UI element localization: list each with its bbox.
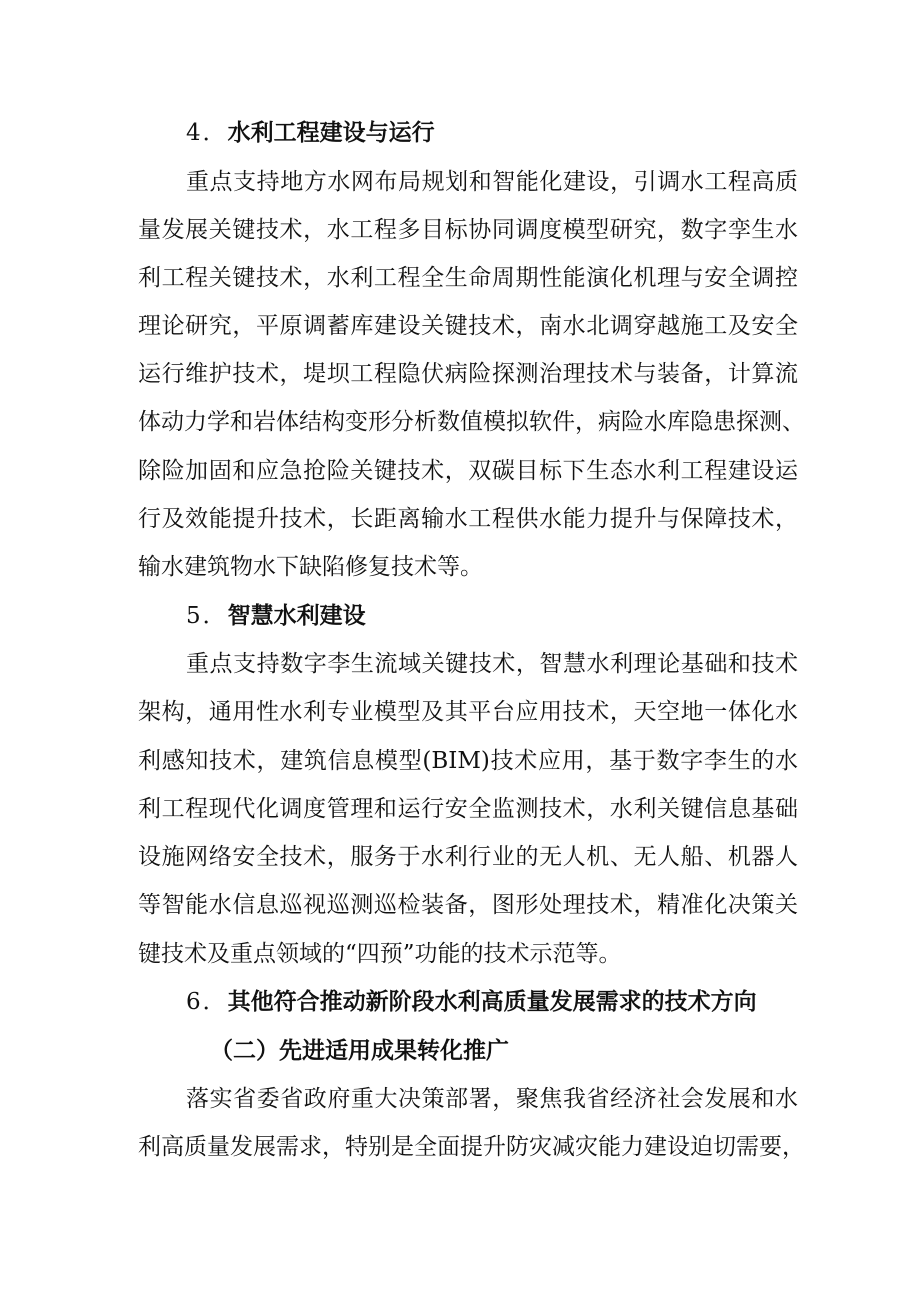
section-5-line-6: 等智能水信息巡视巡测巡检装备，图形处理技术，精准化决策关 bbox=[138, 892, 798, 918]
section-5-line-1: 重点支持数字李生流域关键技术，智慧水利理论基础和技术 bbox=[186, 651, 798, 677]
section-5-number: 5． bbox=[186, 603, 228, 629]
section-4-line-2: 量发展关键技术，水工程多目标协同调度模型研究，数字孪生水 bbox=[138, 217, 798, 243]
section-5-line-2: 架构，通用性水利专业模型及其平台应用技术，天空地一体化水 bbox=[138, 699, 798, 725]
section-5-line-4: 利工程现代化调度管理和运行安全监测技术，水利关键信息基础 bbox=[138, 796, 798, 822]
subsection-2-heading: （二）先进适用成果转化推广 bbox=[210, 1038, 509, 1064]
section-4-line-9: 输水建筑物水下缺陷修复技术等。 bbox=[138, 554, 483, 580]
section-5-title: 智慧水利建设 bbox=[227, 603, 366, 629]
section-6-number: 6． bbox=[186, 989, 228, 1015]
section-5-heading bbox=[186, 600, 366, 632]
section-5-line-7: 键技术及重点领域的“四预”功能的技术示范等。 bbox=[138, 941, 622, 967]
section-4-line-6: 体动力学和岩体结构变形分析数值模拟软件，病险水库隐患探测、 bbox=[138, 409, 805, 435]
section-4-title: 水利工程建设与运行 bbox=[227, 120, 435, 146]
section-4-number: 4． bbox=[186, 120, 228, 146]
section-4-line-5: 运行维护技术，堤坝工程隐伏病险探测治理技术与装备，计算流 bbox=[138, 361, 798, 387]
section-4-line-4: 理论研究，平原调蓄库建设关键技术，南水北调穿越施工及安全 bbox=[138, 313, 798, 339]
section-6-heading bbox=[186, 986, 757, 1018]
section-4-line-3: 利工程关键技术，水利工程全生命周期性能演化机理与安全调控 bbox=[138, 265, 798, 291]
section-4-line-1: 重点支持地方水网布局规划和智能化建设，引调水工程高质 bbox=[186, 169, 798, 195]
section-4-heading bbox=[186, 117, 435, 149]
subsection-2-line-2: 利高质量发展需求，特别是全面提升防灾减灾能力建设迫切需要， bbox=[138, 1134, 805, 1160]
section-4-line-8: 行及效能提升技术，长距离输水工程供水能力提升与保障技术， bbox=[138, 506, 798, 532]
section-6-title: 其他符合推动新阶段水利高质量发展需求的技术方向 bbox=[227, 989, 757, 1015]
section-5-line-3: 利感知技术，建筑信息模型(BIM)技术应用，基于数字李生的水 bbox=[138, 748, 798, 774]
section-4-line-7: 除险加固和应急抢险关键技术，双碳目标下生态水利工程建设运 bbox=[138, 458, 798, 484]
subsection-2-line-1: 落实省委省政府重大决策部署，聚焦我省经济社会发展和水 bbox=[186, 1086, 798, 1112]
section-5-line-5: 设施网络安全技术，服务于水利行业的无人机、无人船、机器人 bbox=[138, 844, 798, 870]
